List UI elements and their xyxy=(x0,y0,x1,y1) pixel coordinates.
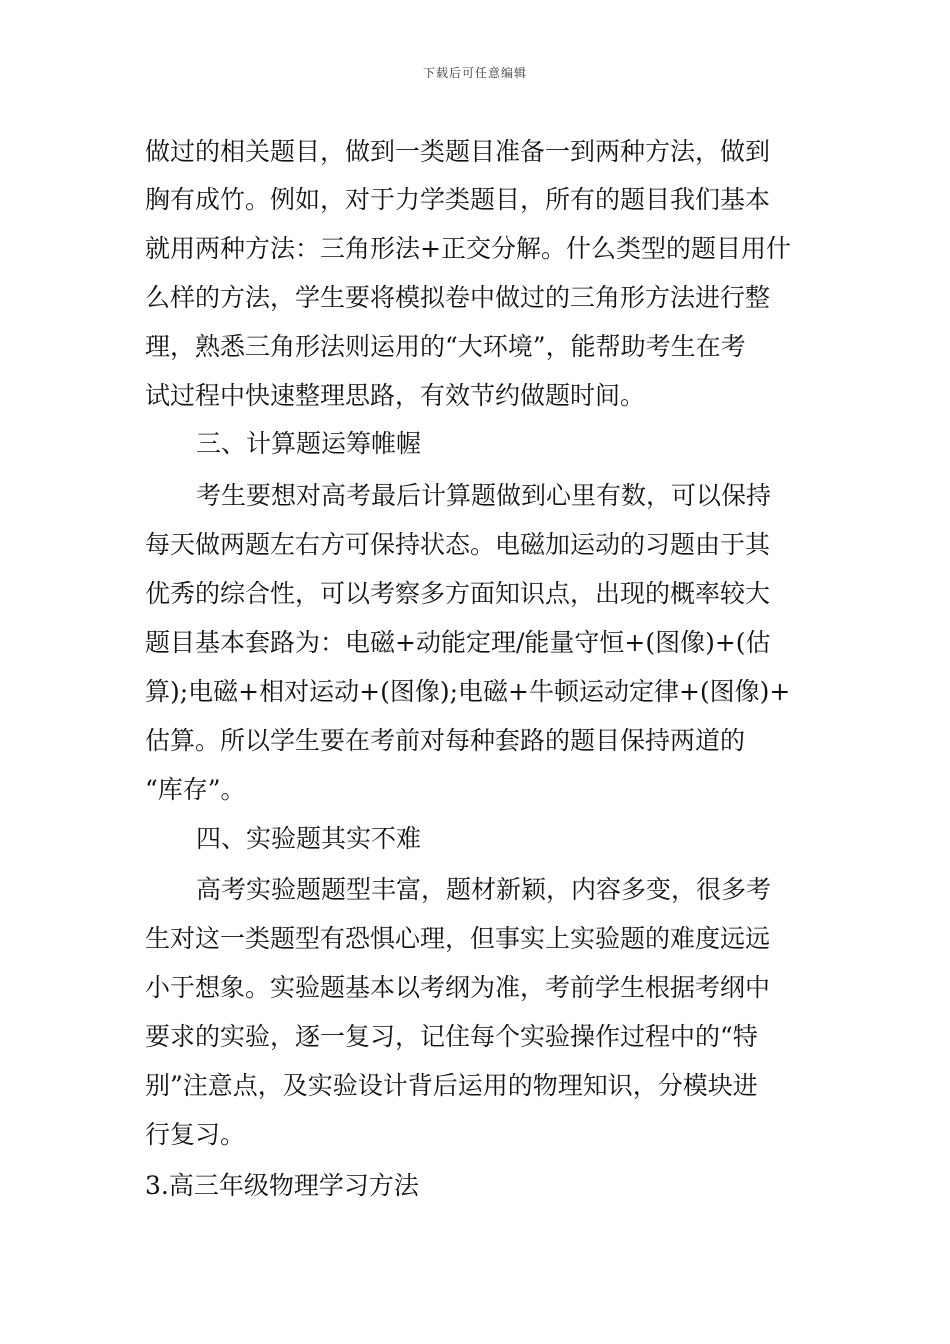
paragraph-line: “库存”。 xyxy=(145,775,246,804)
paragraph-line: 考生要想对高考最后计算题做到心里有数，可以保持 xyxy=(196,481,772,510)
paragraph-line: 别”注意点，及实验设计背后运用的物理知识，分模块进 xyxy=(145,1071,758,1100)
section-heading: 四、实验题其实不难 xyxy=(196,824,422,853)
paragraph-line: 行复习。 xyxy=(145,1120,246,1149)
paragraph-line: 试过程中快速整理思路，有效节约做题时间。 xyxy=(145,381,646,410)
paragraph-line: 理，熟悉三角形法则运用的“大环境”，能帮助考生在考 xyxy=(145,332,746,361)
paragraph-line: 算);电磁+相对运动+(图像);电磁+牛顿运动定律+(图像)+ xyxy=(145,677,791,706)
paragraph-line: 小于想象。实验题基本以考纲为准，考前学生根据考纲中 xyxy=(145,973,771,1002)
paragraph-line: 题目基本套路为：电磁+动能定理/能量守恒+(图像)+(估 xyxy=(145,628,771,657)
section-heading: 三、计算题运筹帷幄 xyxy=(196,429,422,458)
paragraph-line: 做过的相关题目，做到一类题目准备一到两种方法，做到 xyxy=(145,137,771,166)
paragraph-line: 高考实验题题型丰富，题材新颖，内容多变，很多考 xyxy=(196,875,772,904)
paragraph-line: 就用两种方法：三角形法+正交分解。什么类型的题目用什 xyxy=(145,234,791,263)
paragraph-line: 每天做两题左右方可保持状态。电磁加运动的习题由于其 xyxy=(145,530,771,559)
paragraph-line: 生对这一类题型有恐惧心理，但事实上实验题的难度远远 xyxy=(145,924,771,953)
paragraph-line: 估算。所以学生要在考前对每种套路的题目保持两道的 xyxy=(145,726,746,755)
section-heading: 3.高三年级物理学习方法 xyxy=(145,1171,419,1200)
header-note: 下载后可任意编辑 xyxy=(422,66,527,80)
paragraph-line: 么样的方法，学生要将模拟卷中做过的三角形方法进行整 xyxy=(145,283,771,312)
paragraph-line: 优秀的综合性，可以考察多方面知识点，出现的概率较大 xyxy=(145,579,771,608)
paragraph-line: 要求的实验，逐一复习，记住每个实验操作过程中的“特 xyxy=(145,1022,758,1051)
paragraph-line: 胸有成竹。例如，对于力学类题目，所有的题目我们基本 xyxy=(145,185,771,214)
